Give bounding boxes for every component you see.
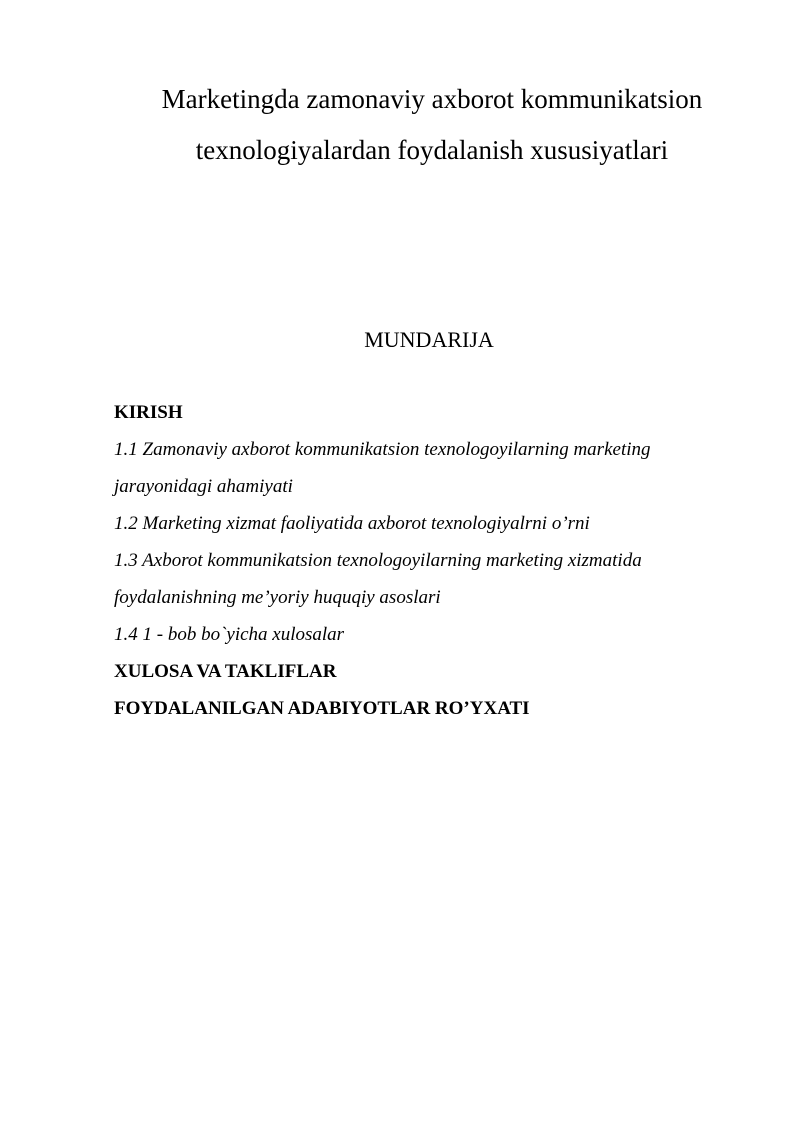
toc-item-references: FOYDALANILGAN ADABIYOTLAR RO’YXATI <box>114 698 530 719</box>
toc-item-intro: KIRISH <box>114 402 183 423</box>
toc-heading: MUNDARIJA <box>364 327 494 352</box>
document-title-line-2: texnologiyalardan foydalanish xususiyatlari <box>195 135 669 165</box>
toc-item-1-2: 1.2 Marketing xizmat faoliyatida axborot texnologiyalrni o’rni <box>114 513 590 534</box>
document-title-line-1: Marketingda zamonaviy axborot kommunikatsion <box>161 84 703 114</box>
toc-item-1-1-line-1: 1.1 Zamonaviy axborot kommunikatsion texnologoyilarning marketing <box>114 439 651 460</box>
toc-item-1-3-line-2: foydalanishning me’yoriy huquqiy asoslari <box>114 587 441 608</box>
toc-item-1-1-line-2: jarayonidagi ahamiyati <box>114 476 293 497</box>
toc-item-conclusion: XULOSA VA TAKLIFLAR <box>114 661 337 682</box>
toc-item-1-3-line-1: 1.3 Axborot kommunikatsion texnologoyilarning marketing xizmatida <box>114 550 642 571</box>
toc-item-1-4: 1.4 1 - bob bo`yicha xulosalar <box>114 624 345 645</box>
